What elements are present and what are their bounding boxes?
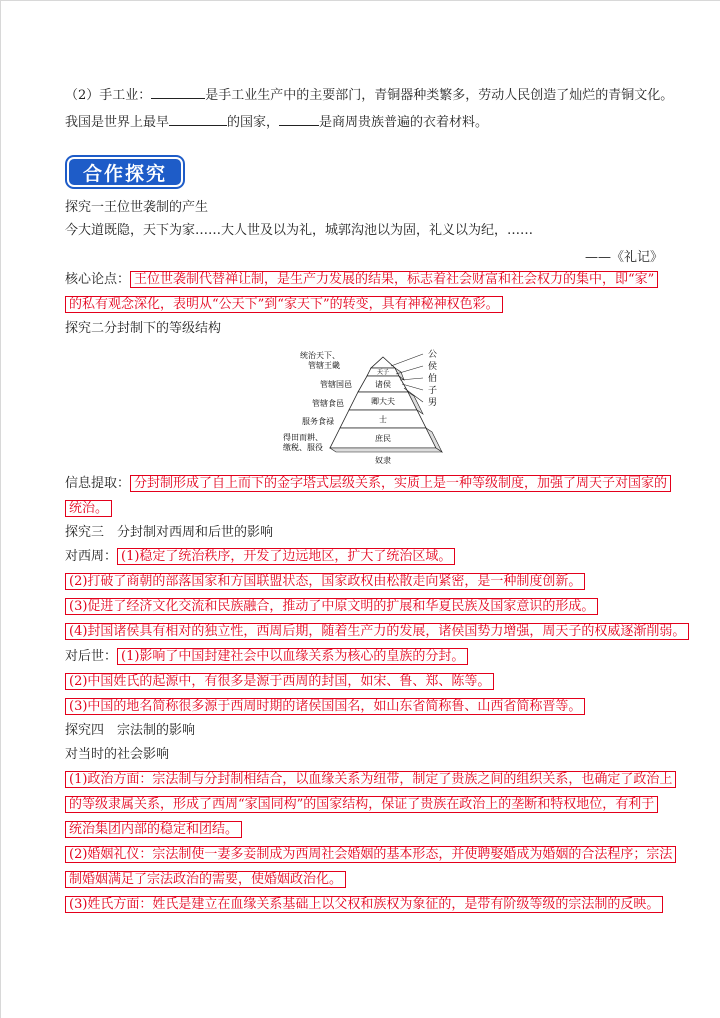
s1-quote: 今大道既隐，天下为家……大人世及以为礼，城郭沟池以为固，礼义以为纪，…… <box>65 223 534 238</box>
s2-title: 探究二分封制下的等级结构 <box>65 321 222 336</box>
layer-shumin: 庶民 <box>375 434 391 443</box>
surname-text: (3)姓氏方面：姓氏是建立在血缘关系基础上以父权和族权为象征的，是带有阶级等级的宗法制的反映。 <box>65 896 663 913</box>
blank-3 <box>279 113 319 126</box>
layer-zhuhou: 诸侯 <box>375 380 391 389</box>
later-point: (1)影响了中国封建社会中以血缘关系为核心的皇族的分封。 <box>117 648 468 665</box>
silk-text-b: 的国家， <box>227 115 280 130</box>
xizhou-label: 对西周： <box>65 549 118 564</box>
later-line-2 <box>65 673 494 691</box>
layer-tianzi: 天子 <box>376 369 390 376</box>
pyramid-left-label: 服务食禄 <box>302 417 334 426</box>
later-line-3 <box>65 698 585 716</box>
info-label: 信息提取： <box>65 476 131 491</box>
marriage-text: 制婚姻满足了宗法政治的需要，使婚姻政治化。 <box>65 871 346 888</box>
info-text-1: 分封制形成了自上而下的金字塔式层级关系，实质上是一种等级制度，加强了周天子对国家的 <box>130 475 671 492</box>
xizhou-point: (3)促进了经济文化交流和民族融合，推动了中原文明的扩展和华夏民族及国家意识的形成。 <box>65 598 598 615</box>
info-line-2 <box>65 500 112 518</box>
xizhou-point: (1)稳定了统治秩序，开发了边远地区，扩大了统治区域。 <box>117 548 455 565</box>
xizhou-point: (2)打破了商朝的部落国家和方国联盟状态，国家政权由松散走向紧密，是一种制度创新。 <box>65 573 585 590</box>
politics-text: (1)政治方面：宗法制与分封制相结合，以血缘关系为纽带，制定了贵族之间的组织关系，也确定了政治上 <box>65 771 676 788</box>
handicraft-label: （2）手工业： <box>65 88 152 103</box>
xizhou-line-3 <box>65 598 598 616</box>
politics-line-2 <box>65 796 658 814</box>
rank-nan: 男 <box>428 398 438 408</box>
s4-subtitle: 对当时的社会影响 <box>65 747 170 762</box>
marriage-line-1 <box>65 846 676 864</box>
later-point: (3)中国的地名简称很多源于西周时期的诸侯国国名，如山东省简称鲁、山西省简称晋等。 <box>65 698 585 715</box>
s3-title: 探究三 分封制对西周和后世的影响 <box>65 525 274 540</box>
xizhou-line-4 <box>65 623 689 641</box>
pyramid-left-label: 管辖食邑 <box>312 399 344 408</box>
xizhou-line-2 <box>65 573 585 591</box>
xizhou-point: (4)封国诸侯具有相对的独立性，西周后期，随着生产力的发展，诸侯国势力增强，周天子的权威逐渐削弱。 <box>65 623 689 640</box>
section-badge: 合作探究 <box>67 157 183 187</box>
hierarchy-pyramid-figure <box>280 344 450 466</box>
handicraft-text: 是手工业生产中的主要部门，青铜器种类繁多，劳动人民创造了灿烂的青铜文化。 <box>205 88 674 103</box>
blank-2 <box>169 113 227 126</box>
silk-text-c: 是商周贵族普遍的衣着材料。 <box>319 115 489 130</box>
core-line-2 <box>65 296 503 314</box>
marriage-text: (2)婚姻礼仪：宗法制使一妻多妾制成为西周社会婚姻的基本形态，并使聘娶婚成为婚姻的合法程序；宗法 <box>65 846 676 863</box>
layer-nuli: 奴隶 <box>375 456 391 465</box>
later-line-1 <box>65 648 468 666</box>
silk-line <box>65 113 488 132</box>
blank-1 <box>151 86 205 99</box>
pyramid-left-label: 得田而耕、 <box>283 433 323 442</box>
s4-title: 探究四 宗法制的影响 <box>65 723 196 738</box>
pyramid-left-label: 管辖王畿 <box>308 361 340 370</box>
s1-source: ——《礼记》 <box>585 250 664 265</box>
marriage-line-2 <box>65 871 346 889</box>
rank-hou: 侯 <box>428 362 438 372</box>
politics-line-3 <box>65 821 242 839</box>
layer-qingdafu: 卿大夫 <box>371 397 395 406</box>
page-left-edge <box>0 0 1 1018</box>
pyramid-left-label: 统治天下、 <box>300 351 340 360</box>
politics-text: 统治集团内部的稳定和团结。 <box>65 821 242 838</box>
rank-gong: 公 <box>428 350 438 360</box>
rank-zi: 子 <box>428 386 438 396</box>
pyramid-left-label: 管辖国邑 <box>320 380 352 389</box>
handicraft-line <box>65 86 673 105</box>
pyramid-left-label: 缴税、服役 <box>283 443 323 452</box>
core-text-2: 的私有观念深化，表明从“公天下”到“家天下”的转变，具有神秘神权色彩。 <box>65 296 503 313</box>
silk-text-a: 我国是世界上最早 <box>65 115 170 130</box>
core-text-1: 王位世袭制代替禅让制，是生产力发展的结果，标志着社会财富和社会权力的集中，即“家” <box>130 271 658 288</box>
xizhou-line-1 <box>65 548 455 566</box>
core-line-1 <box>65 271 658 289</box>
later-label: 对后世： <box>65 649 118 664</box>
page-top-edge <box>0 0 720 1</box>
rank-bo: 伯 <box>428 374 438 384</box>
info-text-2: 统治。 <box>65 500 112 517</box>
info-line-1 <box>65 475 671 493</box>
core-label: 核心论点： <box>65 272 131 287</box>
later-point: (2)中国姓氏的起源中，有很多是源于西周的封国，如宋、鲁、郑、陈等。 <box>65 673 494 690</box>
surname-line-1 <box>65 896 663 914</box>
layer-shi: 士 <box>379 415 387 424</box>
politics-text: 的等级隶属关系，形成了西周“家国同构”的国家结构，保证了贵族在政治上的垄断和特权地位，有利于 <box>65 796 658 813</box>
s1-title: 探究一王位世袭制的产生 <box>65 200 209 215</box>
politics-line-1 <box>65 771 676 789</box>
